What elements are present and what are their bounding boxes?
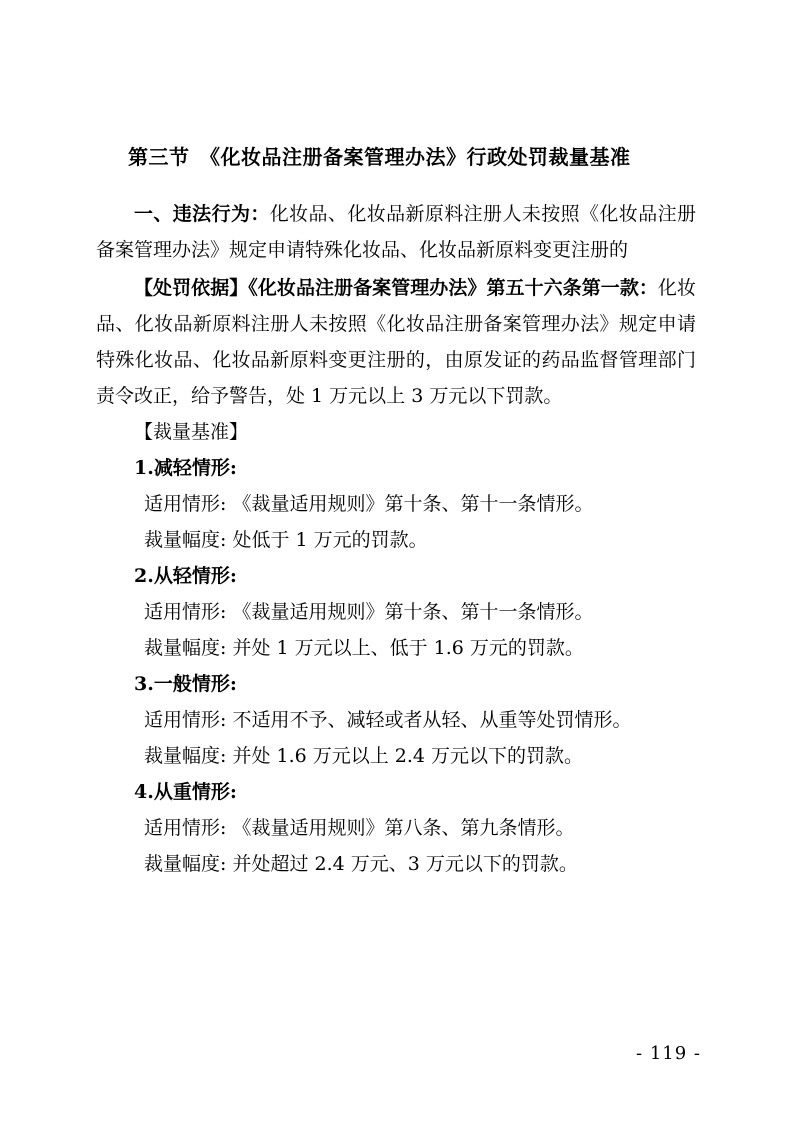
item-applicable-3 xyxy=(96,702,696,738)
item-range-1 xyxy=(96,522,696,558)
item-applicable-text-1: 《裁量适用规则》第十条、第十一条情形。 xyxy=(232,493,594,515)
item-range-2 xyxy=(96,630,696,666)
item-applicable-2 xyxy=(96,594,696,630)
item-range-4 xyxy=(96,846,696,882)
penalty-basis-label: 【处罚依据】《化妆品注册备案管理办法》第五十六条第一款： xyxy=(134,277,658,299)
item-applicable-text-4: 《裁量适用规则》第八条、第九条情形。 xyxy=(232,817,575,839)
item-applicable-label-2: 适用情形: xyxy=(144,601,227,623)
page-content xyxy=(96,140,696,882)
item-range-label-1: 裁量幅度: xyxy=(144,529,227,551)
item-range-text-2: 并处 1 万元以上、低于 1.6 万元的罚款。 xyxy=(232,637,584,659)
item-range-text-4: 并处超过 2.4 万元、3 万元以下的罚款。 xyxy=(232,853,578,875)
item-heading-4: 4.从重情形: xyxy=(134,781,237,803)
item-applicable-label-3: 适用情形: xyxy=(144,709,227,731)
discretion-standard-label: 【裁量基准】 xyxy=(134,421,249,443)
item-heading-3: 3.一般情形: xyxy=(134,673,237,695)
item-applicable-label-4: 适用情形: xyxy=(144,817,227,839)
violation-text: 化妆品、化妆品新原料注册人未按照《化妆品注册备案管理办法》规定申请特殊化妆品、化妆品新原料变更注册的 xyxy=(96,203,696,261)
item-applicable-4 xyxy=(96,810,696,846)
item-range-label-3: 裁量幅度: xyxy=(144,745,227,767)
item-applicable-label-1: 适用情形: xyxy=(144,493,227,515)
violation-label: 一、违法行为： xyxy=(134,203,270,225)
item-applicable-text-3: 不适用不予、减轻或者从轻、从重等处罚情形。 xyxy=(232,709,632,731)
item-range-3 xyxy=(96,738,696,774)
item-range-label-4: 裁量幅度: xyxy=(144,853,227,875)
item-range-label-2: 裁量幅度: xyxy=(144,637,227,659)
item-heading-1: 1.减轻情形: xyxy=(134,457,237,479)
penalty-basis-text: 化妆品、化妆品新原料注册人未按照《化妆品注册备案管理办法》规定申请特殊化妆品、化妆品新原料变更注册的，由原发证的药品监督管理部门责令改正，给予警告，处 1 万元以上 3 万元以下罚款。 xyxy=(96,277,696,407)
item-range-text-3: 并处 1.6 万元以上 2.4 万元以下的罚款。 xyxy=(232,745,584,767)
item-range-text-1: 处低于 1 万元的罚款。 xyxy=(232,529,428,551)
item-applicable-text-2: 《裁量适用规则》第十条、第十一条情形。 xyxy=(232,601,594,623)
item-applicable-1 xyxy=(96,486,696,522)
penalty-basis-paragraph xyxy=(96,270,696,414)
page-title: 第三节 《化妆品注册备案管理办法》行政处罚裁量基准 xyxy=(128,145,631,169)
item-heading-2: 2.从轻情形: xyxy=(134,565,237,587)
violation-paragraph xyxy=(96,196,696,268)
page-number: - 119 - xyxy=(636,1043,701,1064)
